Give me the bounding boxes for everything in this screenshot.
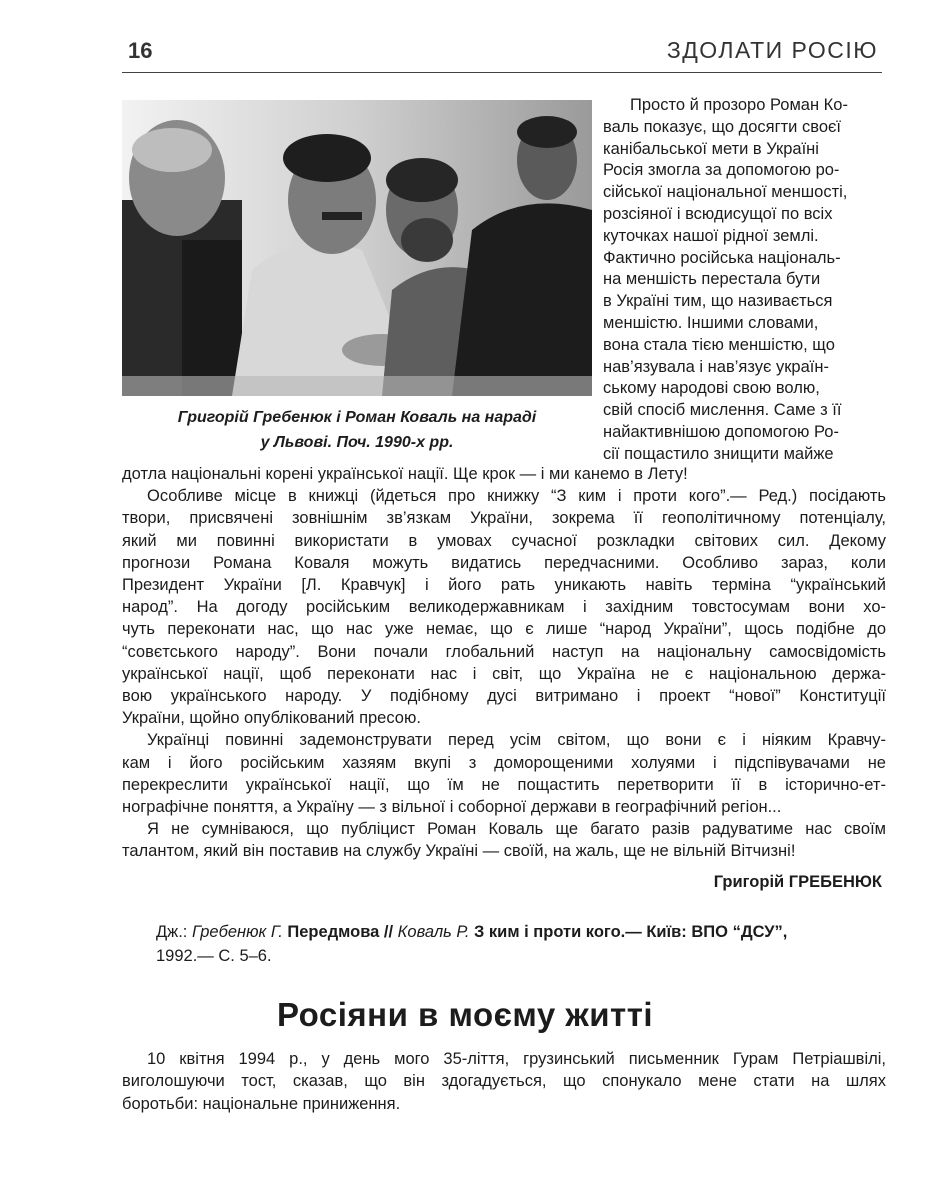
- text-line: перекреслити української нації, що їм не пощастить перетворити її в історично-ет-: [122, 775, 886, 794]
- text-line: на меншість перестала бути: [603, 270, 821, 289]
- text-line: дотла національні корені української нації. Ще крок — і ми канемо в Лету!: [122, 465, 688, 483]
- text-line: 10 квітня 1994 р., у день мого 35-ліття, грузинський письменник Гурам Петріашвілі,: [147, 1050, 886, 1068]
- source-title: З ким і проти кого.— Київ: ВПО “ДСУ”,: [469, 923, 788, 941]
- source-prefix: Дж.:: [156, 923, 192, 941]
- main-text: [122, 463, 886, 863]
- text-line: Особливе місце в книжці (йдеться про книжку “З ким і проти кого”.— Ред.) посідають: [147, 487, 886, 506]
- section-title: Росіяни в моєму житті: [276, 996, 654, 1033]
- photo: [122, 100, 592, 396]
- text-line: української нації, щоб переконати нас і світ, що Україна не є національною держа-: [122, 664, 886, 683]
- text-line: сійської національної меншості,: [603, 183, 848, 202]
- text-line: нав’язувала і нав’язує україн-: [603, 357, 829, 376]
- source-author: Гребенюк Г.: [191, 923, 283, 941]
- text-line: України, щойно опублікований пресою.: [122, 709, 421, 728]
- text-line: виголошуючи тост, сказав, що він здогадується, що спонукало мене стати на шлях: [122, 1072, 886, 1091]
- text-line: ському народові свою волю,: [603, 379, 820, 398]
- source-author: Коваль Р.: [397, 923, 470, 941]
- running-title: ЗДОЛАТИ РОСІЮ: [666, 37, 878, 63]
- text-line: Фактично російська національ-: [603, 248, 841, 267]
- photo-illustration: [122, 100, 592, 396]
- signature: Григорій ГРЕБЕНЮК: [713, 873, 882, 891]
- source-line: [156, 920, 886, 944]
- text-line: вою українського народу. У подібному дусі витримано і проект “нової” Конституції: [122, 687, 886, 706]
- text-line: сії пощастило знищити майже: [603, 444, 834, 463]
- text-line: прогнози Романа Коваля можуть видатись передчасними. Особливо зараз, коли: [122, 553, 886, 572]
- side-column-text: [603, 95, 888, 466]
- caption-line: у Львові. Поч. 1990-х рр.: [260, 434, 454, 451]
- text-line: талантом, який він поставив на службу Україні — своїй, на жаль, ще не вільній Вітчизні!: [122, 842, 796, 861]
- text-line: який ми повинні використати в умовах сучасної розкладки світових сил. Декому: [122, 531, 886, 550]
- text-line: нографічне поняття, а Україну — з вільної і соборної держави в географічний регіон...: [122, 798, 782, 817]
- text-line: кам і його російським хазяям вкупі з доморощеними холуями і підспівувачами не: [122, 753, 886, 772]
- text-line: розсіяної і всюдисущої по всіх: [603, 204, 833, 223]
- text-line: Я не сумніваюся, що публіцист Роман Коваль ще багато разів радуватиме нас своїм: [147, 820, 886, 839]
- text-line: найактивнішою допомогою Ро-: [603, 422, 839, 441]
- text-line: канібальської мети в Україні: [603, 139, 819, 158]
- text-line: твори, присвячені зовнішнім зв’язкам України, зокрема її геополітичному потенціалу,: [122, 509, 886, 528]
- text-line: Українці повинні задемонструвати перед усім світом, що вони є і ніяким Кравчу-: [147, 731, 886, 750]
- header-rule: [122, 72, 882, 73]
- text-line: Просто й прозоро Роман Ко-: [630, 96, 848, 114]
- source-line: 1992.— С. 5–6.: [156, 947, 272, 965]
- photo-caption: [122, 405, 592, 455]
- text-line: вона стала тією меншістю, що: [603, 335, 835, 354]
- text-line: валь показує, що досягти своєї: [603, 117, 841, 136]
- text-line: народ”. На догоду російським великодержавникам і західним товстосумам вони хо-: [122, 598, 886, 617]
- caption-line: Григорій Гребенюк і Роман Коваль на нараді: [177, 409, 537, 426]
- text-line: Росія змогла за допомогою ро-: [603, 161, 840, 180]
- source-title: Передмова //: [282, 923, 398, 941]
- text-line: меншістю. Іншими словами,: [603, 313, 819, 332]
- text-line: боротьби: національне приниження.: [122, 1094, 401, 1113]
- source-reference: [156, 920, 886, 968]
- text-line: чуть переконати нас, що нас уже немає, що є лише “народ України”, щось подібне до: [122, 620, 886, 639]
- page-number: 16: [128, 38, 153, 63]
- text-line: куточках нашої рідної землі.: [603, 226, 819, 245]
- text-line: свій спосіб мислення. Саме з її: [603, 401, 842, 420]
- section-body: [122, 1048, 886, 1115]
- text-line: “совєтського народу”. Вони почали глобальний наступ на національну самосвідомість: [122, 642, 886, 661]
- text-line: Президент України [Л. Кравчук] і його рать уникають навіть терміна “український: [122, 576, 886, 595]
- text-line: в Україні тим, що називається: [603, 292, 833, 311]
